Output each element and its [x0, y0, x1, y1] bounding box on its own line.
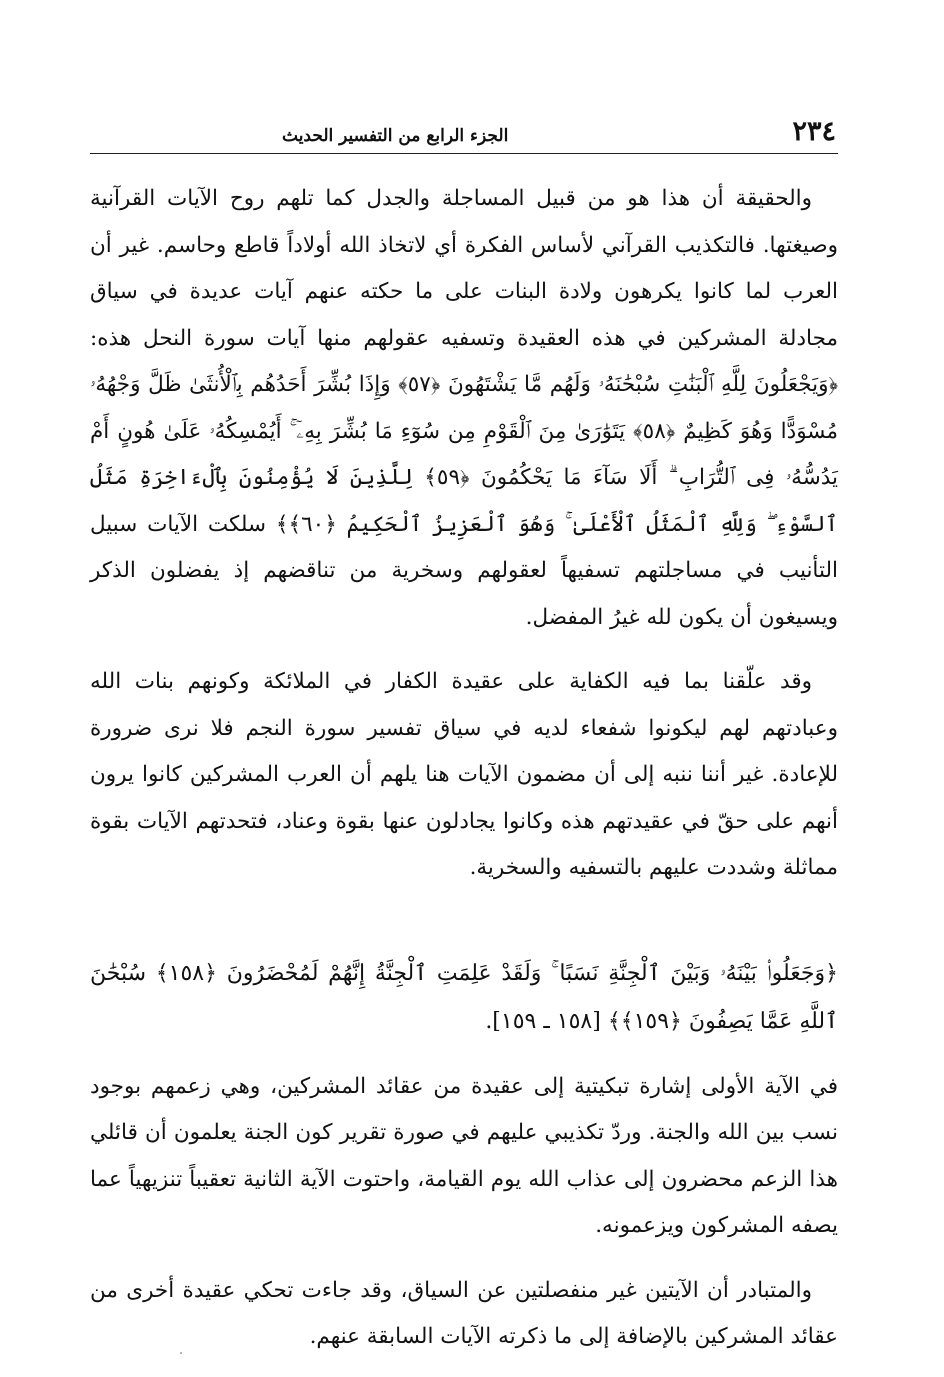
verse-text: ﴿وَجَعَلُوا۟ بَيْنَهُۥ وَبَيْنَ ٱلْجِنَّةِ نَسَبًا ۚ وَلَقَدْ عَلِمَتِ ٱلْجِنَّةُ إِنَّهُمْ لَمُحْضَرُونَ ﴿١٥٨﴾ سُبْحَٰنَ ٱللَّهِ عَمَّا يَصِفُونَ ﴿١٥٩﴾﴾ [90, 960, 838, 1034]
commentary-paragraph-2: والمتبادر أن الآيتين غير منفصلتين عن السياق، وقد جاءت تحكي عقيدة أخرى من عقائد المشركين بالإضافة إلى ما ذكرته الآيات السابقة عنهم. [90, 1277, 838, 1349]
scan-speck [180, 1352, 182, 1354]
running-header [90, 118, 838, 154]
quranic-verse-block [90, 950, 838, 1046]
paragraph-1: والحقيقة أن هذا هو من قبيل المساجلة والجدل كما تلهم روح الآيات القرآنية وصيغتها. فالتكذيب القرآني لأساس الفكرة أي لاتخاذ الله أولاداً قاطع وحاسم. غير أن العرب لما كانوا يكرهون ولادة البنات على ما حكته عنهم آيات عديدة في سياق مجادلة المشركين في هذه العقيدة وتسفيه عقولهم منها آيات سورة النحل هذه: ﴿وَيَجْعَلُونَ لِلَّهِ ٱلْبَنَٰتِ سُبْحَٰنَهُۥ وَلَهُم مَّا يَشْتَهُونَ ﴿٥٧﴾ وَإِذَا بُشِّرَ أَحَدُهُم بِٱلْأُنثَىٰ ظَلَّ وَجْهُهُۥ مُسْوَدًّا وَهُوَ كَظِيمٌ ﴿٥٨﴾ يَتَوَٰرَىٰ مِنَ ٱلْقَوْمِ مِن سُوٓءِ مَا بُشِّرَ بِهِۦٓ ۚ أَيُمْسِكُهُۥ عَلَىٰ هُونٍ أَمْ يَدُسُّهُۥ فِى ٱلتُّرَابِ ۗ أَلَا سَآءَ مَا يَحْكُمُونَ ﴿٥٩﴾ لِلَّذِينَ لَا يُؤْمِنُونَ بِٱلْءَاخِرَةِ مَثَلُ ٱلسَّوْءِ ۖ وَلِلَّهِ ٱلْمَثَلُ ٱلْأَعْلَىٰ ۚ وَهُوَ ٱلْعَزِيزُ ٱلْحَكِيمُ ﴿٦٠﴾﴾ سلكت الآيات سبيل التأنيب في مساجلتهم تسفيهاً لعقولهم وسخرية من تناقضهم إذ يفضلون الذكر ويسيغون أن يكون لله غيرُ المفضل. [90, 186, 839, 630]
commentary-paragraph-1: في الآية الأولى إشارة تبكيتية إلى عقيدة من عقائد المشركين، وهي زعمهم بوجود نسب بين الله والجنة. وردّ تكذيبي عليهم في صورة تقرير كون الجنة يعلمون أن قائلي هذا الزعم محضرون إلى عذاب الله يوم القيامة، واحتوت الآية الثانية تعقيباً تنزيهياً عما يصفه المشركون ويزعمونه. [90, 1073, 838, 1238]
book-page [90, 118, 838, 1361]
book-title: الجزء الرابع من التفسير الحديث [282, 126, 509, 146]
page-body [90, 176, 838, 1361]
paragraph-2: وقد علّقنا بما فيه الكفاية على عقيدة الكفار في الملائكة وكونهم بنات الله وعبادتهم لهم ليكونوا شفعاء لديه في سياق تفسير سورة النجم فلا نرى ضرورة للإعادة. غير أننا ننبه إلى أن مضمون الآيات هنا يلهم أن العرب المشركين كانوا يرون أنهم على حقّ في عقيدتهم هذه وكانوا يجادلون عنها بقوة وعناد، فتحدتهم الآيات بقوة مماثلة وشددت عليهم بالتسفيه والسخرية. [90, 669, 838, 880]
verse-reference: [١٥٨ ـ ١٥٩]. [485, 1008, 608, 1034]
page-number: ٢٣٤ [792, 116, 836, 147]
